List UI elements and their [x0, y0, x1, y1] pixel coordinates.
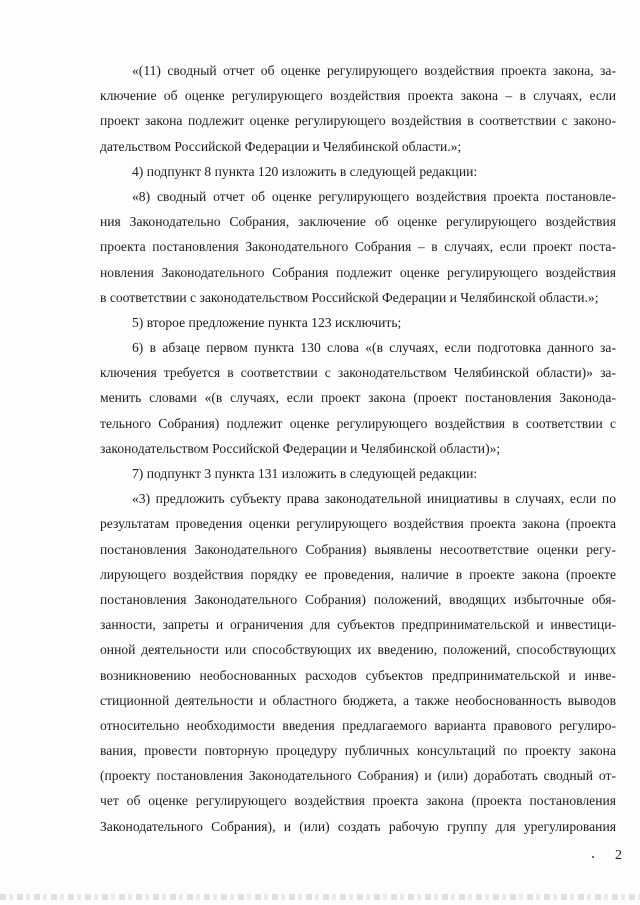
text-line: 5) второе предложение пункта 123 исключить; [132, 314, 402, 330]
text-line: проекта постановления Законодательного Собрания – в случаях, если проект поста- [100, 239, 616, 255]
text-line: ключение об оценке регулирующего воздействия проекта закона – в случаях, если [100, 88, 616, 104]
text-line: ния Законодательно Собрания, заключение об оценке регулирующего воздействия [100, 214, 616, 230]
text-line: тельного Собрания) подлежит оценке регулирующего воздействия в соответствии с [100, 415, 616, 431]
text-line: дательством Российской Федерации и Челябинской области.»; [100, 138, 462, 154]
text-line: лирующего воздействия порядку ее проведения, наличие в проекте закона (проекте [100, 566, 616, 582]
text-line: занности, запреты и ограничения для субъектов предпринимательской и инвестици- [100, 617, 616, 633]
text-line: менить словами «(в случаях, если проект закона (проект постановления Законода- [100, 390, 616, 406]
text-line: чет об оценке регулирующего воздействия проекта закона (проекта постановления [100, 793, 616, 809]
scan-speck [592, 856, 594, 858]
text-line: 7) подпункт 3 пункта 131 изложить в следующей редакции: [132, 466, 478, 481]
page-number: 2 [615, 848, 622, 863]
text-line: в соответствии с законодательством Российской Федерации и Челябинской области.»; [100, 289, 599, 305]
text-line: возникновению необоснованных расходов субъектов предпринимательской и инве- [100, 667, 616, 683]
text-line: (проекту постановления Законодательного Собрания) и (или) доработать сводный от- [100, 768, 616, 784]
text-line: результатам проведения оценки регулирующего воздействия проекта закона (проекта [100, 516, 616, 532]
text-line: новления Законодательного Собрания подлежит оценке регулирующего воздействия [100, 264, 616, 280]
text-line: стиционной деятельности и областного бюджета, а также необоснованность выводов [100, 692, 616, 708]
text-line: относительно необходимости введения предлагаемого варианта правового регулиро- [100, 717, 616, 733]
text-line: законодательством Российской Федерации и Челябинской области)»; [100, 440, 501, 456]
text-line: Законодательного Собрания), и (или) создать рабочую группу для урегулирования [100, 818, 616, 834]
text-line: «3) предложить субъекту права законодательной инициативы в случаях, если по [132, 491, 616, 507]
text-line: постановления Законодательного Собрания) положений, вводящих избыточные обя- [100, 591, 616, 607]
document-body [100, 58, 616, 839]
text-line: 4) подпункт 8 пункта 120 изложить в следующей редакции: [132, 163, 478, 179]
text-line: «(11) сводный отчет об оценке регулирующего воздействия проекта закона, за- [132, 63, 616, 78]
text-line: постановления Законодательного Собрания) выявлены несоответствие оценки регу- [100, 541, 616, 557]
text-line: ключения требуется в соответствии с законодательством Челябинской области)» за- [100, 365, 616, 381]
scan-artifact-strip [0, 894, 640, 900]
text-line: «8) сводный отчет об оценке регулирующего воздействия проекта постановле- [132, 188, 616, 204]
text-line: проект закона подлежит оценке регулирующего воздействия в соответствии с законо- [100, 113, 616, 129]
text-line: онной деятельности или способствующих их введению, положений, способствующих [100, 642, 616, 658]
text-line: 6) в абзаце первом пункта 130 слова «(в случаях, если подготовка данного за- [132, 340, 616, 356]
text-line: вания, провести повторную процедуру публичных консультаций по проекту закона [100, 743, 616, 759]
